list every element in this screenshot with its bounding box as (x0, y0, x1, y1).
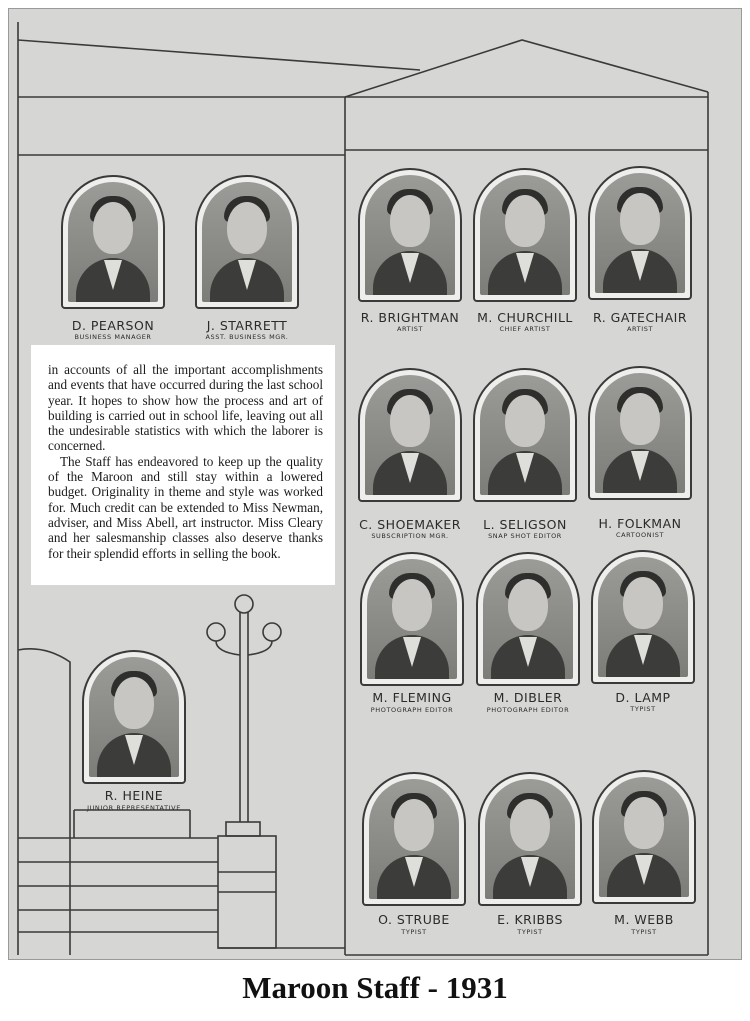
portrait-o-strube (362, 772, 466, 936)
portrait-frame (82, 650, 186, 784)
portrait-m-fleming (360, 552, 464, 714)
portrait-frame (592, 770, 696, 904)
portrait-e-kribbs (478, 772, 582, 936)
staff-name: J. STARRETT (206, 318, 288, 333)
portrait-frame (358, 368, 462, 502)
portrait-r-heine (82, 650, 186, 812)
portrait-frame (360, 552, 464, 686)
staff-role: TYPIST (631, 928, 657, 936)
portrait-d-pearson (61, 175, 165, 341)
staff-name: R. GATECHAIR (592, 310, 688, 325)
page-caption: Maroon Staff - 1931 (242, 970, 508, 1005)
staff-role: BUSINESS MANAGER (74, 333, 152, 341)
staff-role: TYPIST (401, 928, 427, 936)
portrait-frame (362, 772, 466, 906)
staff-name: M. CHURCHILL (477, 310, 573, 325)
portrait-frame (473, 168, 577, 302)
staff-name: O. STRUBE (378, 912, 450, 927)
portrait-r-brightman (358, 168, 462, 333)
staff-name: E. KRIBBS (497, 912, 563, 927)
staff-role: PHOTOGRAPH EDITOR (486, 706, 570, 714)
staff-role: ARTIST (396, 325, 424, 333)
portrait-frame (478, 772, 582, 906)
portrait-d-lamp (591, 550, 695, 713)
portrait-frame (591, 550, 695, 684)
staff-role: JUNIOR REPRESENTATIVE (87, 804, 181, 812)
staff-name: M. DIBLER (493, 690, 563, 705)
portrait-frame (61, 175, 165, 309)
staff-role: SNAP SHOT EDITOR (488, 532, 562, 540)
portrait-j-starrett (195, 175, 299, 341)
staff-name: M. WEBB (614, 912, 674, 927)
staff-role: TYPIST (630, 705, 656, 713)
staff-role: CHIEF ARTIST (499, 325, 551, 333)
portrait-frame (476, 552, 580, 686)
staff-name: M. FLEMING (372, 690, 452, 705)
staff-role: TYPIST (517, 928, 543, 936)
staff-role: CARTOONIST (615, 531, 665, 539)
portrait-frame (195, 175, 299, 309)
portrait-frame (358, 168, 462, 302)
portrait-frame (473, 368, 577, 502)
staff-name: R. BRIGHTMAN (360, 310, 460, 325)
staff-introduction (31, 345, 335, 585)
portrait-r-gatechair (588, 166, 692, 333)
portrait-frame (588, 166, 692, 300)
staff-name: R. HEINE (104, 788, 164, 803)
portrait-m-dibler (476, 552, 580, 714)
staff-name: D. PEARSON (71, 318, 155, 333)
portrait-l-seligson (473, 368, 577, 540)
intro-paragraph-2: The Staff has endeavored to keep up the quality of the Maroon and still stay within a lowered budget. Originality in theme and style was worked for. Much credit can be extended to Miss Newman, adviser, and Miss Abell, art instructor. Miss Cleary and her salesmanship classes also deserve thanks for their splendid efforts in selling the book. (48, 453, 323, 561)
portrait-m-webb (592, 770, 696, 936)
staff-role: ARTIST (626, 325, 654, 333)
staff-role: PHOTOGRAPH EDITOR (370, 706, 454, 714)
portrait-c-shoemaker (358, 368, 462, 540)
staff-name: H. FOLKMAN (598, 516, 682, 531)
portrait-m-churchill (473, 168, 577, 333)
staff-role: SUBSCRIPTION MGR. (371, 532, 449, 540)
portrait-frame (588, 366, 692, 500)
staff-name: L. SELIGSON (483, 517, 567, 532)
intro-paragraph-1: in accounts of all the important accomplishments and events that have occurred during the last school year. It hopes to show how the process and art of building is carried out in school life, leaving out all the undesirable statistics with which the laborer is concerned. (48, 362, 323, 454)
staff-name: D. LAMP (615, 690, 671, 705)
portrait-h-folkman (588, 366, 692, 539)
staff-name: C. SHOEMAKER (359, 517, 461, 532)
staff-role: ASST. BUSINESS MGR. (205, 333, 289, 341)
